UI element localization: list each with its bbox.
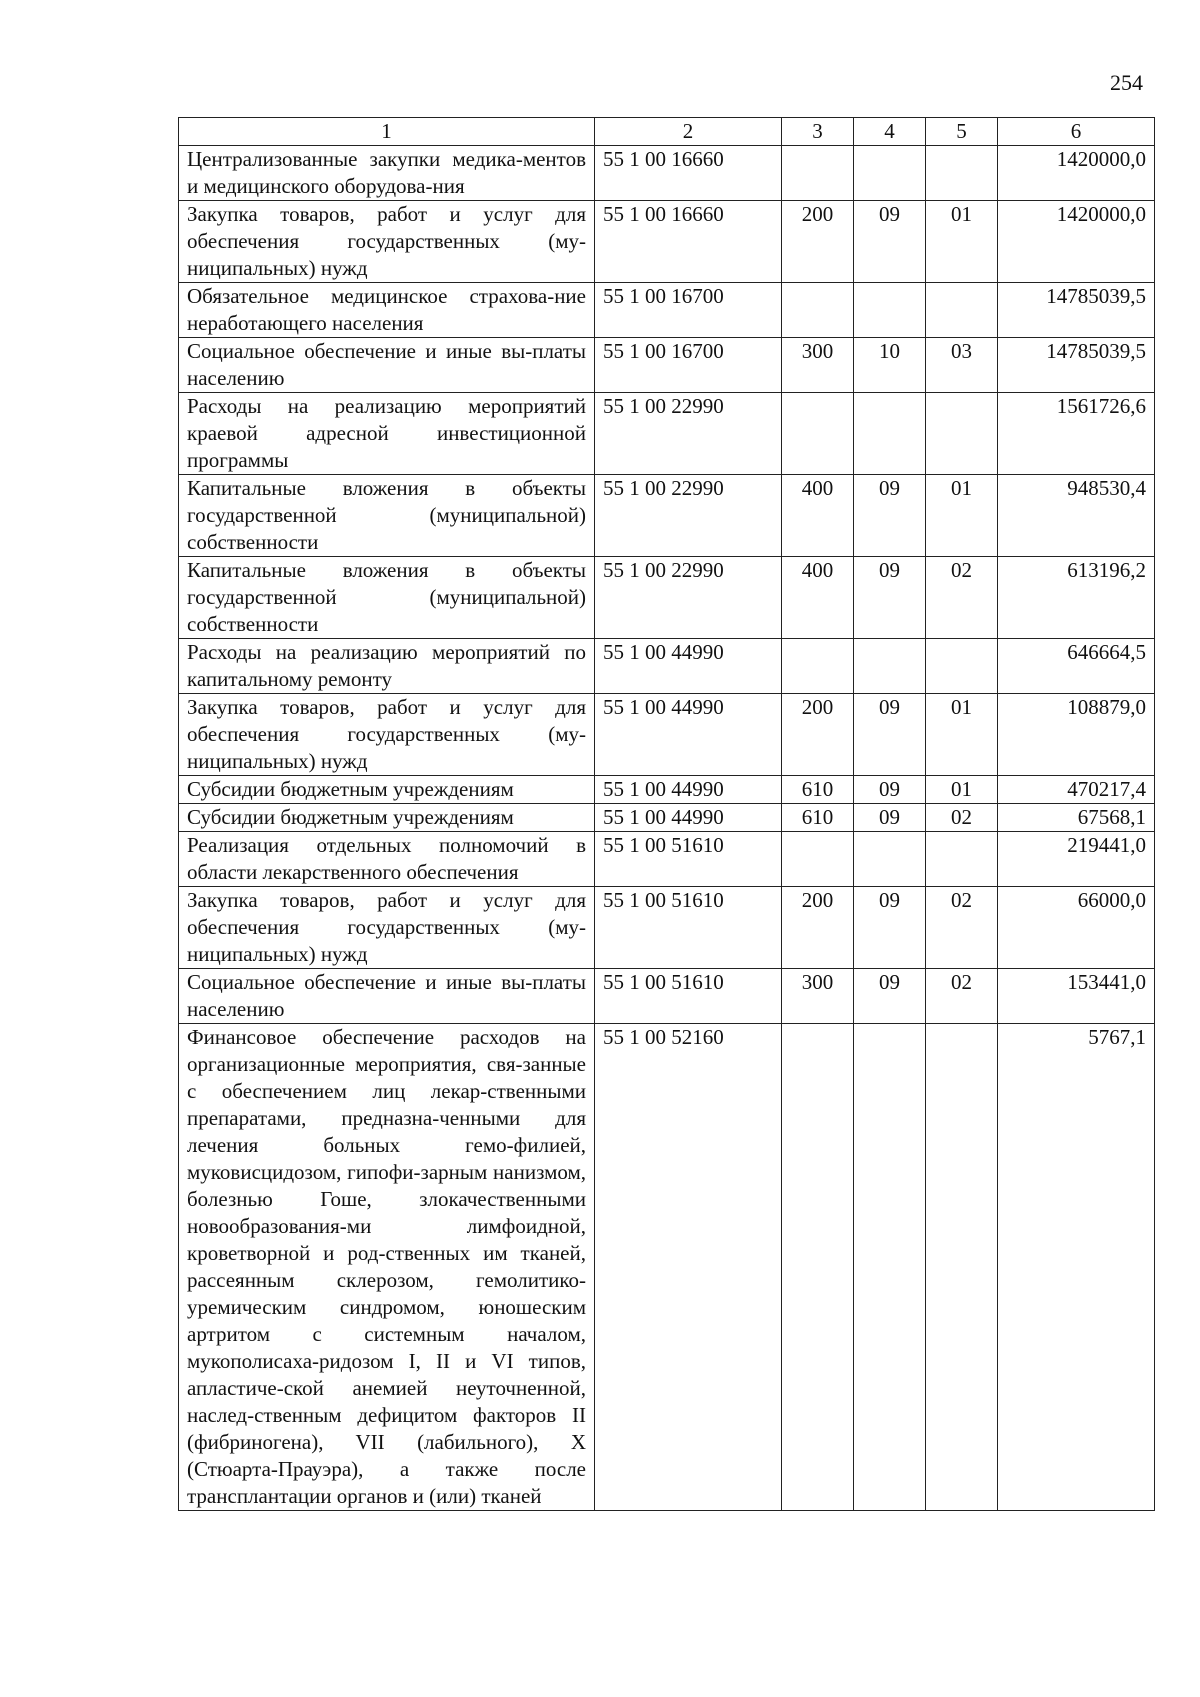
table-row xyxy=(179,146,1155,201)
row-code-cell: 55 1 00 22990 xyxy=(595,557,782,639)
row-name-cell: Капитальные вложения в объекты государственной (муниципальной) собственности xyxy=(179,475,595,557)
row-col4-cell xyxy=(854,639,926,694)
row-code-cell: 55 1 00 22990 xyxy=(595,475,782,557)
row-col4-cell xyxy=(854,146,926,201)
table-row xyxy=(179,1024,1155,1511)
table-body xyxy=(179,146,1155,1511)
table-row xyxy=(179,393,1155,475)
row-col3-cell: 300 xyxy=(782,338,854,393)
row-col3-cell: 300 xyxy=(782,969,854,1024)
column-header-4: 4 xyxy=(854,118,926,146)
table-row xyxy=(179,201,1155,283)
row-col5-cell: 01 xyxy=(926,475,998,557)
row-col4-cell: 09 xyxy=(854,557,926,639)
row-col5-cell: 02 xyxy=(926,887,998,969)
row-col5-cell: 01 xyxy=(926,694,998,776)
row-code-cell: 55 1 00 16660 xyxy=(595,146,782,201)
row-name-cell: Социальное обеспечение и иные вы-платы населению xyxy=(179,338,595,393)
row-code-cell: 55 1 00 51610 xyxy=(595,832,782,887)
row-name-cell: Социальное обеспечение и иные вы-платы населению xyxy=(179,969,595,1024)
row-amount-cell: 153441,0 xyxy=(998,969,1155,1024)
row-col3-cell xyxy=(782,832,854,887)
row-code-cell: 55 1 00 51610 xyxy=(595,887,782,969)
row-code-cell: 55 1 00 52160 xyxy=(595,1024,782,1511)
row-col4-cell: 09 xyxy=(854,475,926,557)
row-amount-cell: 1420000,0 xyxy=(998,201,1155,283)
row-col5-cell: 01 xyxy=(926,201,998,283)
row-col4-cell: 10 xyxy=(854,338,926,393)
row-col3-cell xyxy=(782,393,854,475)
row-col4-cell: 09 xyxy=(854,887,926,969)
row-col5-cell: 03 xyxy=(926,338,998,393)
row-code-cell: 55 1 00 51610 xyxy=(595,969,782,1024)
row-name-cell: Финансовое обеспечение расходов на организационные мероприятия, свя-занные с обеспечением лиц лекар-ственными препаратами, предназна-ченными для лечения больных гемо-филией, муковисцидозом, гипофи-зарным нанизмом, болезнью Гоше, злокачественными новообразования-ми лимфоидной, кроветворной и род-ственных им тканей, рассеянным склерозом, гемолитико-уремическим синдромом, юношеским артритом с системным началом, мукополисаха-ридозом I, II и VI типов, апластиче-ской анемией неуточненной, наслед-ственным дефицитом факторов II (фибриногена), VII (лабильного), X (Стюарта-Прауэра), а также после трансплантации органов и (или) тканей xyxy=(179,1024,595,1511)
table-row xyxy=(179,639,1155,694)
column-header-6: 6 xyxy=(998,118,1155,146)
row-name-cell: Централизованные закупки медика-ментов и медицинского оборудова-ния xyxy=(179,146,595,201)
row-amount-cell: 1420000,0 xyxy=(998,146,1155,201)
row-name-cell: Расходы на реализацию мероприятий по капитальному ремонту xyxy=(179,639,595,694)
row-col5-cell xyxy=(926,1024,998,1511)
row-name-cell: Закупка товаров, работ и услуг для обеспечения государственных (му-ниципальных) нужд xyxy=(179,201,595,283)
row-name-cell: Обязательное медицинское страхова-ние неработающего населения xyxy=(179,283,595,338)
row-amount-cell: 646664,5 xyxy=(998,639,1155,694)
row-name-cell: Капитальные вложения в объекты государственной (муниципальной) собственности xyxy=(179,557,595,639)
budget-table xyxy=(178,117,1155,1511)
table-row xyxy=(179,832,1155,887)
row-col5-cell xyxy=(926,283,998,338)
row-col3-cell xyxy=(782,639,854,694)
row-col3-cell xyxy=(782,283,854,338)
row-code-cell: 55 1 00 44990 xyxy=(595,694,782,776)
row-col3-cell: 610 xyxy=(782,776,854,804)
row-amount-cell: 219441,0 xyxy=(998,832,1155,887)
column-header-2: 2 xyxy=(595,118,782,146)
row-code-cell: 55 1 00 22990 xyxy=(595,393,782,475)
row-col4-cell: 09 xyxy=(854,694,926,776)
row-col3-cell: 200 xyxy=(782,694,854,776)
row-name-cell: Субсидии бюджетным учреждениям xyxy=(179,804,595,832)
table-row xyxy=(179,969,1155,1024)
header-row xyxy=(179,118,1155,146)
row-amount-cell: 5767,1 xyxy=(998,1024,1155,1511)
row-code-cell: 55 1 00 16660 xyxy=(595,201,782,283)
table-row xyxy=(179,776,1155,804)
column-header-5: 5 xyxy=(926,118,998,146)
row-col3-cell: 400 xyxy=(782,557,854,639)
row-col4-cell: 09 xyxy=(854,776,926,804)
row-amount-cell: 470217,4 xyxy=(998,776,1155,804)
column-header-3: 3 xyxy=(782,118,854,146)
row-code-cell: 55 1 00 16700 xyxy=(595,338,782,393)
table-row xyxy=(179,338,1155,393)
row-col5-cell xyxy=(926,393,998,475)
page-number: 254 xyxy=(1110,70,1143,95)
table-row xyxy=(179,283,1155,338)
row-amount-cell: 67568,1 xyxy=(998,804,1155,832)
table-row xyxy=(179,557,1155,639)
table-row xyxy=(179,887,1155,969)
row-col5-cell: 02 xyxy=(926,804,998,832)
row-col5-cell xyxy=(926,146,998,201)
row-name-cell: Реализация отдельных полномочий в области лекарственного обеспечения xyxy=(179,832,595,887)
row-col3-cell: 400 xyxy=(782,475,854,557)
row-code-cell: 55 1 00 44990 xyxy=(595,776,782,804)
row-amount-cell: 1561726,6 xyxy=(998,393,1155,475)
table-row xyxy=(179,475,1155,557)
row-name-cell: Субсидии бюджетным учреждениям xyxy=(179,776,595,804)
row-amount-cell: 14785039,5 xyxy=(998,283,1155,338)
row-col4-cell xyxy=(854,1024,926,1511)
row-name-cell: Расходы на реализацию мероприятий краевой адресной инвестиционной программы xyxy=(179,393,595,475)
row-col4-cell xyxy=(854,393,926,475)
table-row xyxy=(179,694,1155,776)
row-amount-cell: 66000,0 xyxy=(998,887,1155,969)
row-code-cell: 55 1 00 44990 xyxy=(595,639,782,694)
row-col3-cell xyxy=(782,1024,854,1511)
row-col5-cell xyxy=(926,639,998,694)
row-col3-cell xyxy=(782,146,854,201)
row-col3-cell: 200 xyxy=(782,887,854,969)
row-col4-cell xyxy=(854,283,926,338)
row-name-cell: Закупка товаров, работ и услуг для обеспечения государственных (му-ниципальных) нужд xyxy=(179,694,595,776)
table-row xyxy=(179,804,1155,832)
row-code-cell: 55 1 00 16700 xyxy=(595,283,782,338)
row-amount-cell: 14785039,5 xyxy=(998,338,1155,393)
column-header-1: 1 xyxy=(179,118,595,146)
row-col3-cell: 610 xyxy=(782,804,854,832)
row-amount-cell: 948530,4 xyxy=(998,475,1155,557)
row-name-cell: Закупка товаров, работ и услуг для обеспечения государственных (му-ниципальных) нужд xyxy=(179,887,595,969)
row-col4-cell xyxy=(854,832,926,887)
row-col4-cell: 09 xyxy=(854,969,926,1024)
row-col4-cell: 09 xyxy=(854,201,926,283)
row-code-cell: 55 1 00 44990 xyxy=(595,804,782,832)
row-col4-cell: 09 xyxy=(854,804,926,832)
row-amount-cell: 108879,0 xyxy=(998,694,1155,776)
row-col5-cell: 02 xyxy=(926,557,998,639)
row-col5-cell: 02 xyxy=(926,969,998,1024)
row-col5-cell xyxy=(926,832,998,887)
row-col5-cell: 01 xyxy=(926,776,998,804)
row-amount-cell: 613196,2 xyxy=(998,557,1155,639)
row-col3-cell: 200 xyxy=(782,201,854,283)
